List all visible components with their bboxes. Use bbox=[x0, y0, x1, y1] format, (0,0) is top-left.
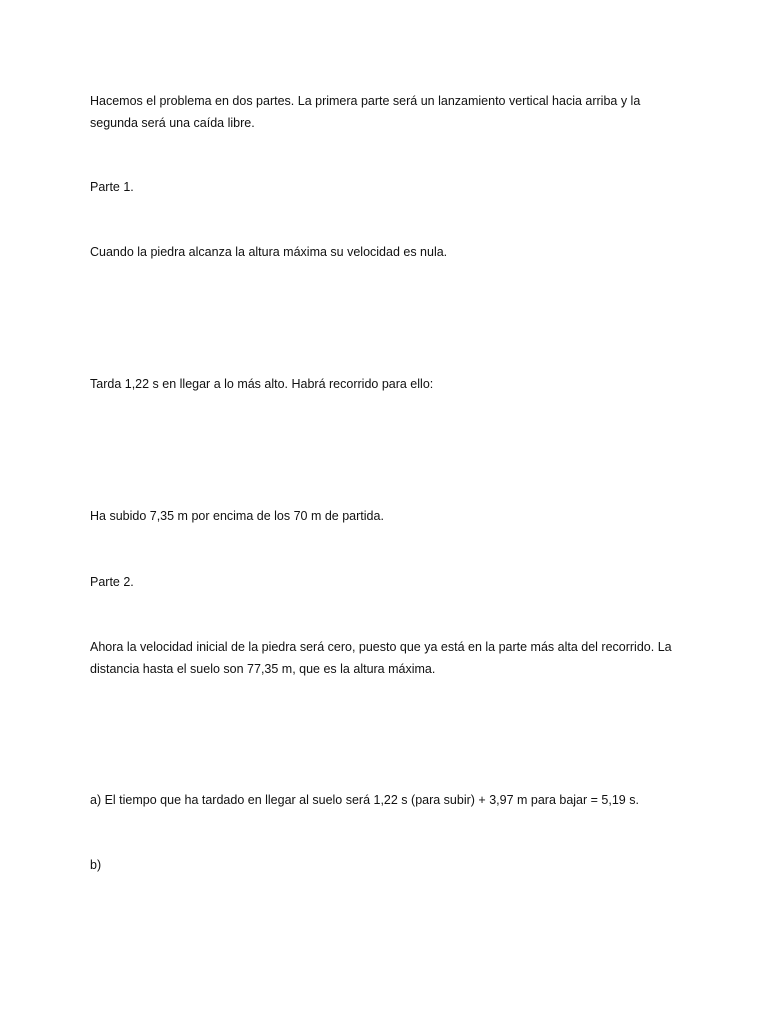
part1-paragraph-2: Tarda 1,22 s en llegar a lo más alto. Habrá recorrido para ello: bbox=[90, 377, 434, 391]
intro-line-1: Hacemos el problema en dos partes. La primera parte será un lanzamiento vertical hacia arriba y la bbox=[90, 94, 641, 108]
part1-paragraph-3: Ha subido 7,35 m por encima de los 70 m de partida. bbox=[90, 509, 384, 523]
intro-line-2: segunda será una caída libre. bbox=[90, 116, 255, 130]
part2-heading: Parte 2. bbox=[90, 575, 134, 589]
answer-a: a) El tiempo que ha tardado en llegar al suelo será 1,22 s (para subir) + 3,97 m para bajar = 5,19 s. bbox=[90, 793, 639, 807]
part2-line-2: distancia hasta el suelo son 77,35 m, que es la altura máxima. bbox=[90, 662, 436, 676]
answer-b: b) bbox=[90, 858, 102, 872]
part1-heading: Parte 1. bbox=[90, 180, 134, 194]
part1-paragraph-1: Cuando la piedra alcanza la altura máxima su velocidad es nula. bbox=[90, 245, 448, 259]
part2-line-1: Ahora la velocidad inicial de la piedra será cero, puesto que ya está en la parte más alta del recorrido. La bbox=[90, 640, 672, 654]
part2-paragraph-1 bbox=[90, 636, 690, 680]
intro-paragraph bbox=[90, 90, 690, 134]
